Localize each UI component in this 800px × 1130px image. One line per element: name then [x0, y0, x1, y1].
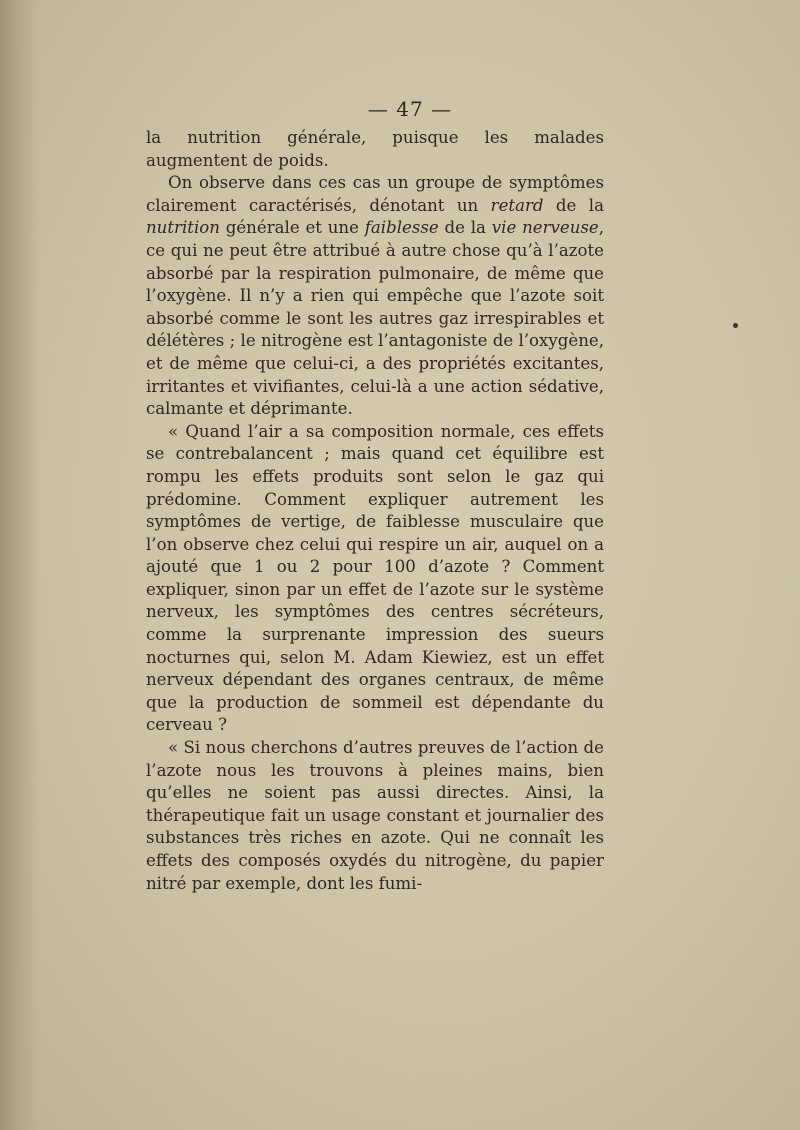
- paragraph: [146, 172, 604, 421]
- page-edge-shadow: [0, 0, 40, 1130]
- italic-segment: faiblesse: [364, 218, 439, 238]
- text-segment: , ce qui ne peut être attribué à autre chose qu’à l’azote absorbé par la respiration pulmonaire, de même que l’oxygène. Il n’y a rien qui empêche que l’azote soit absorbé comme le sont les autres gaz irrespirables et délétères ; le nitrogène est l’antagoniste de l’oxygène, et de même que celui-ci, a des propriétés excitantes, irritantes et vivifiantes, celui-là a une action sédative, calmante et déprimante.: [146, 218, 605, 419]
- text-segment: la nutrition générale, puisque les malades augmentent de poids.: [146, 128, 604, 170]
- text-segment: de la: [543, 195, 604, 215]
- ink-speck: [733, 323, 738, 328]
- text-segment: « Quand l’air a sa composition normale, ces effets se contrebalancent ; mais quand cet équilibre est rompu les effets produits sont selon le gaz qui prédomine. Comment expliquer autrement les symptômes de vertige, de faiblesse musculaire que l’on observe chez celui qui respire un air, auquel on a ajouté que 1 ou 2 pour 100 d’azote ? Comment expliquer, sinon par un effet de l’azote sur le système nerveux, les symptômes des centres sécréteurs, comme la surprenante impression des sueurs nocturnes qui, selon M. Adam Kiewiez, est un effet nerveux dépendant des organes centraux, de même que la production de sommeil est dépendante du cerveau ?: [146, 421, 604, 735]
- text-segment: « Si nous cherchons d’autres preuves de l’action de l’azote nous les trouvons à pleines mains, bien qu’elles ne soient pas aussi directes. Ainsi, la thérapeutique fait un usage constant et journalier des substances très riches en azote. Qui ne connaît les effets des composés oxydés du nitrogène, du papier nitré par exemple, dont les fumi-: [146, 738, 604, 893]
- italic-segment: retard: [490, 195, 544, 215]
- body-text: [146, 127, 604, 895]
- paragraph: [146, 737, 604, 895]
- text-segment: On observe dans ces cas un groupe de symptômes clairement caractérisés, dénotant un: [146, 173, 604, 215]
- paragraph: [146, 127, 604, 172]
- text-segment: générale et une: [219, 218, 365, 238]
- italic-segment: vie nerveuse: [491, 218, 599, 238]
- paragraph: [146, 421, 604, 737]
- page-number: — 47 —: [367, 97, 453, 121]
- text-segment: de la: [438, 218, 492, 238]
- italic-segment: nutrition: [146, 218, 220, 238]
